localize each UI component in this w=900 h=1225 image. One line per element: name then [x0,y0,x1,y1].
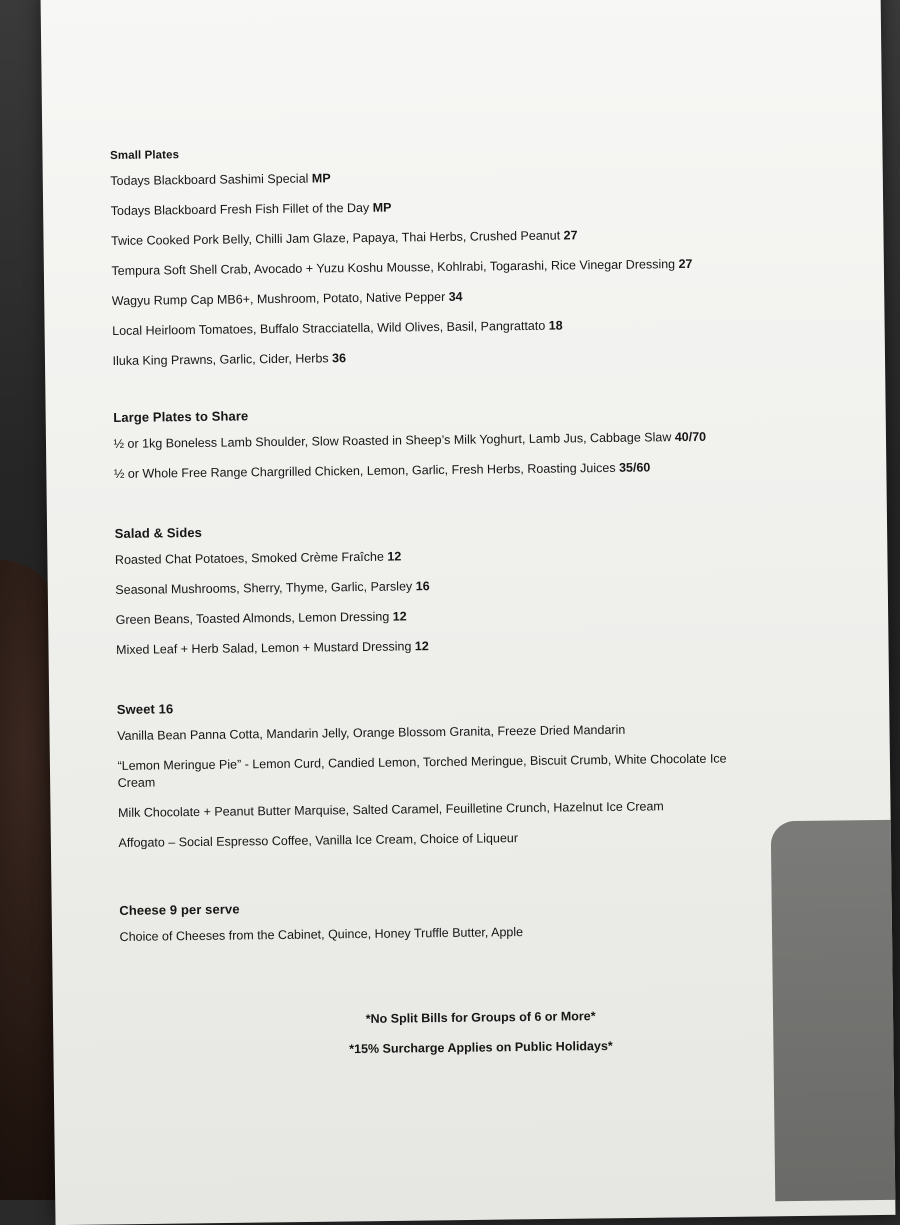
item-price: 27 [678,256,693,272]
menu-content [110,142,801,1075]
item-text: Twice Cooked Pork Belly, Chilli Jam Glaze, Papaya, Thai Herbs, Crushed Peanut [111,228,561,248]
item-text: Mixed Leaf + Herb Salad, Lemon + Mustard Dressing [116,639,412,657]
section-salad-sides [115,518,797,659]
item-price: MP [372,200,392,215]
item-price: 34 [448,289,463,304]
menu-item [113,428,793,453]
section-sweet [117,694,799,852]
item-price: 36 [332,351,347,366]
section-heading: Cheese 9 per serve [119,901,240,918]
menu-item [115,544,795,569]
item-price: MP [311,171,331,186]
menu-item [110,165,790,190]
item-text: Roasted Chat Potatoes, Smoked Crème Fraîche [114,549,384,567]
item-text: Local Heirloom Tomatoes, Buffalo Stracciatella, Wild Olives, Basil, Pangrattato [112,318,546,338]
menu-item [118,797,798,822]
item-text: “Lemon Meringue Pie” - Lemon Curd, Candied Lemon, Torched Meringue, Biscuit Crumb, White Chocolate Ice Cream [117,751,727,790]
section-cheese [119,895,799,946]
item-text: Choice of Cheeses from the Cabinet, Quince, Honey Truffle Butter, Apple [119,925,524,944]
item-price: 35/60 [618,460,651,475]
menu-item [112,285,792,310]
item-text: Seasonal Mushrooms, Sherry, Thyme, Garlic, Parsley [115,579,413,597]
menu-item [118,827,798,852]
menu-item [111,255,791,280]
item-price: 12 [414,639,429,654]
item-text: Milk Chocolate + Peanut Butter Marquise, Salted Caramel, Feuilletine Crunch, Hazelnut Ice Cream [118,799,664,820]
menu-item [111,225,791,250]
menu-item [115,574,795,599]
item-text: Vanilla Bean Panna Cotta, Mandarin Jelly, Orange Blossom Granita, Freeze Dried Mandarin [117,722,626,743]
item-text: ½ or 1kg Boneless Lamb Shoulder, Slow Roasted in Sheep’s Milk Yoghurt, Lamb Jus, Cabbage Slaw [113,430,672,451]
menu-item [117,750,767,792]
menu-item [116,634,796,659]
section-heading: Small Plates [110,149,180,162]
menu-item [114,458,794,483]
item-text: Todays Blackboard Sashimi Special [110,171,309,188]
menu-item [120,921,800,946]
item-text: ½ or Whole Free Range Chargrilled Chicken, Lemon, Garlic, Fresh Herbs, Roasting Juices [113,460,616,481]
menu-item [112,315,792,340]
section-heading: Sweet 16 [116,701,174,717]
section-heading: Large Plates to Share [113,408,249,425]
notice-split-bills: *No Split Bills for Groups of 6 or More* [365,1009,596,1026]
item-text: Wagyu Rump Cap MB6+, Mushroom, Potato, Native Pepper [111,289,446,308]
item-price: 12 [387,549,402,564]
item-price: 12 [392,609,407,624]
menu-item [116,604,796,629]
item-price: 27 [563,228,578,243]
item-price: 18 [548,318,563,333]
item-price: 16 [415,579,430,594]
item-text: Affogato – Social Espresso Coffee, Vanilla Ice Cream, Choice of Liqueur [118,831,519,850]
menu-item [117,720,797,745]
item-text: Iluka King Prawns, Garlic, Cider, Herbs [112,351,329,368]
menu-item [112,345,792,370]
item-text: Todays Blackboard Fresh Fish Fillet of the Day [110,200,370,218]
section-large-plates [113,402,794,483]
section-heading: Salad & Sides [114,524,203,541]
item-text: Tempura Soft Shell Crab, Avocado + Yuzu Koshu Mousse, Kohlrabi, Togarashi, Rice Vinegar Dressing [111,257,676,278]
item-text: Green Beans, Toasted Almonds, Lemon Dressing [115,609,390,627]
notice-surcharge: *15% Surcharge Applies on Public Holidays* [349,1038,613,1057]
menu-item [111,195,791,220]
section-small-plates [110,142,793,370]
item-price: 40/70 [674,429,707,445]
notices [121,1007,801,1059]
